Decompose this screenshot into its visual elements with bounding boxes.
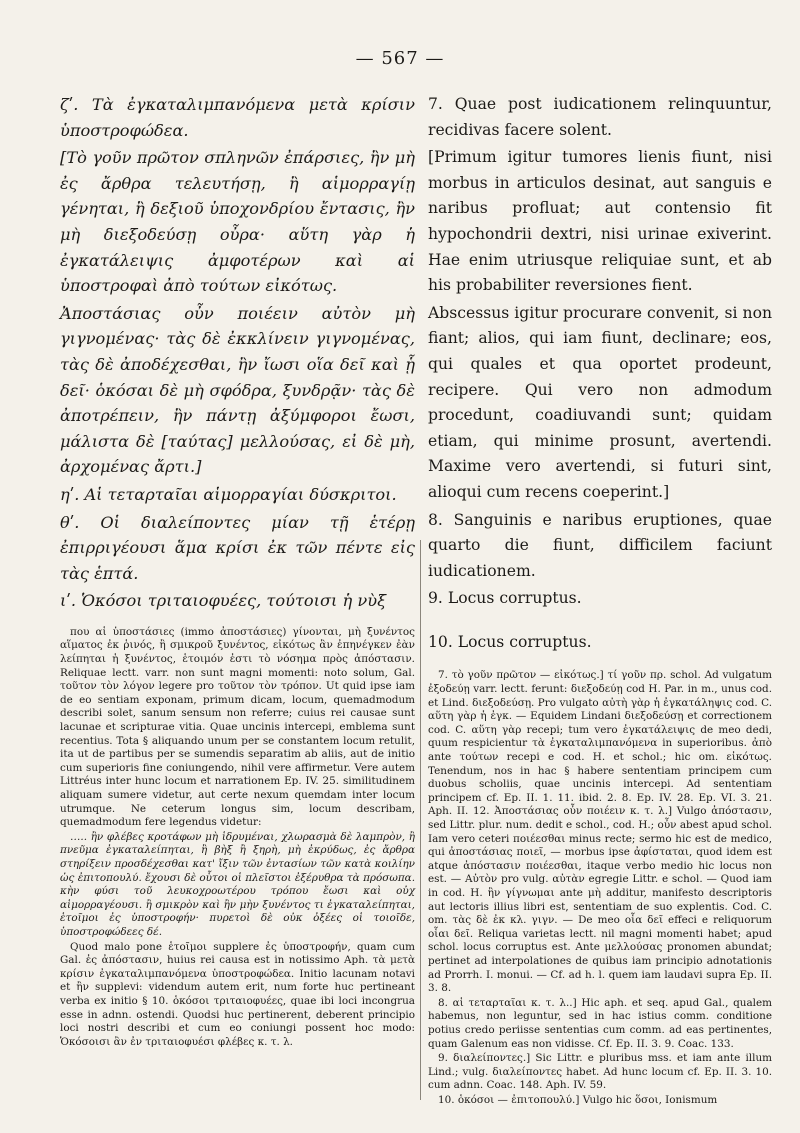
latin-aphorism-10: 10. Locus corruptus.: [428, 632, 592, 651]
left-footnotes: [60, 626, 415, 1049]
greek-aphorism-10: ιʹ. Ὁκόσοι τριταιοφυέες, τούτοισι ἡ νὺξ: [60, 591, 386, 611]
spacer: [428, 614, 772, 630]
footnote-7: 7. τὸ γοῦν πρῶτον — εἰκότως.] τί γοῦν πρ. schol. Ad vulgatum ἐξοδεύῃ varr. lectt. ferunt: διεξοδεύῃ cod H. Par. in m., unus cod. et Lind. διεξοδεύσῃ. Pro vulgato αὐτὴ γὰρ ἡ ἐγκατάληψις cod. C. αὕτη γὰρ ἡ ἐγκ. — Equidem Lindani διεξοδεύσῃ et correctionem cod. C. αὕτη γὰρ recepi; tum vero ἐγκατάλειψις de meo dedi, quum respicientur τὰ ἐγκαταλιμπανόμενα in superioribus. ἀπὸ ante τούτων recepi e cod. H. et schol.; hic om. εἰκότως. Tenendum, nos in hac § habere sententiam principem cum duobus scholiis, quae uncinis intercepi. Ad sententiam principem cf. Ep. II. 1. 11. ibid. 2. 8. Ep. IV. 28. Ep. VI. 3. 21. Aph. II. 12. Ἀποστάσιας οὖν ποιέειν κ. τ. λ.] Vulgo ἀπόστασιν, sed Littr. plur. num. dedit e schol., cod. H.; οὖν abest apud schol. Iam vero ceteri ποιέεσθαι minus recte; sermo hic est de medico, qui ἀποστάσιας ποιεῖ, — morbus ipse ἀφίσταται, quod idem est atque ἀπόστασιν ποιέεσθαι, itaque verbo medio hic locus non est. — Αὐτὸν pro vulg. αὐτὰν egregie Littr. e schol. — Quod iam in cod. H. ἢν γίγνωμαι ante μὴ additur, manifesto descriptoris aut lectoris illius libri est, sententiam de suo explentis. Cod. C. om. τὰς δὲ ἐκ κλ. γιγν. — De meo οἷα δεῖ effeci e reliquorum οἷαι δεῖ. Reliqua varietas lectt. nil magni momenti habet; apud schol. locus corruptus est. Ante μελλούσας pronomen abundat; pertinet ad interpolationes de quibus iam principio adnotationis ad Prorrh. I. monui. — Cf. ad h. l. quem iam laudavi supra Ep. II. 3. 8.: [428, 669, 772, 995]
footnote-paragraph: που αἱ ὑποστάσιες (immo ἀποστάσιες) γίνονται, μὴ ξυνέντος αἵματος ἐκ ῥινός, ἢ σμικροῦ ξυνέντος, εἰκότως ἂν ἐπηνέγκεν ἐὰν λείπηται ἡ ξυνέντος, ἑτοιμόν ἐστι τὸ νόσημα πρὸς ἀπόστασιν. Reliquae lectt. varr. non sunt magni momenti: noto solum, Gal. τοῦτον τὸν λόγον legere pro τοῦτον τὸν τρόπον. Ut quid ipse iam de eo sentiam exponam, primum dicam, locum, quemadmodum describi solet, sanum sensum non referre; cuius rei causae sunt lacunae et scripturae vitia. Quae uncinis intercepi, emblema sunt recentius. Tota § aliquando unum per se constantem locum retulit, ita ut de partibus per se sumendis separatim ab aliis, aut de initio cum superioris fine coniungendo, nihil vere affirmetur. Vere autem Littréus inter hunc locum et narrationem Ep. IV. 25. similitudinem aliquam sumere videtur, aut certe nexum quemdam inter locum utrumque. Ne ceterum longus sim, locum describam, quemadmodum fere legendus videtur:: [60, 625, 415, 829]
latin-text: [428, 92, 772, 655]
page-number: — 567 —: [355, 48, 445, 69]
greek-aphorism-8: ηʹ. Αἱ τεταρταῖαι αἱμορραγίαι δύσκριτοι.: [60, 484, 397, 504]
latin-aphorism-7: 7. Quae post iudicationem relinquuntur, recidivas facere solent.: [428, 95, 772, 139]
greek-column: [60, 92, 415, 1050]
greek-aphorism-9: θʹ. Οἱ διαλείποντες μίαν τῇ ἑτέρῃ ἐπιρριγέουσι ἅμα κρίσι ἐκ τῶν πέντε εἰς τὰς ἑπτά.: [60, 512, 415, 583]
latin-paragraph-1: [Primum igitur tumores lienis fiunt, nisi morbus in articulos desinat, aut sanguis e naribus profluat; aut contensio fit hypochondrii dextri, nisi urinae exiverint. Hae enim utriusque reliquiae sunt, et ab his probabiliter reversiones fient.: [428, 148, 772, 295]
footnote-8: 8. αἱ τεταρταῖαι κ. τ. λ..] Hic aph. et seq. apud Gal., qualem habemus, non leguntur, sed in hac istius comm. conditione potius credo periisse sententias cum comm. ad eas pertinentes, quam Galenum eas non vidisse. Cf. Ep. II. 3. 9. Coac. 133.: [428, 996, 772, 1050]
greek-aphorism-7: ζʹ. Τὰ ἐγκαταλιμπανόμενα μετὰ κρίσιν ὑποστροφώδεα.: [60, 95, 415, 140]
greek-paragraph-1: [Τὸ γοῦν πρῶτον σπληνῶν ἐπάρσιες, ἢν μὴ ἐς ἄρθρα τελευτήσῃ, ἢ αἱμορραγίῃ γένηται, ἢ δεξιοῦ ὑποχονδρίου ἔντασις, ἢν μὴ διεξοδεύσῃ οὖρα· αὕτη γὰρ ἡ ἐγκατάλειψις ἀμφοτέρων καὶ αἱ ὑποστροφαὶ ἀπὸ τούτων εἰκότως.: [60, 148, 415, 296]
latin-paragraph-2: Abscessus igitur procurare convenit, si non fiant; alios, qui iam fiunt, declinare; eos, qui quales et qua oportet prodeunt, recipere. Qui vero non admodum procedunt, coadiuvandi sunt; quidam etiam, qui minime prosunt, avertendi. Maxime vero avertendi, si futuri sint, alioqui cum recens coeperint.]: [428, 303, 772, 501]
latin-column: [428, 92, 772, 1108]
column-divider: [420, 540, 421, 1100]
footnote-greek-citation: ….. ἢν φλέβες κροτάφων μὴ ἱδρυμέναι, χλωρασμὰ δὲ λαμπρὸν, ἢ πνεῦμα ἐγκαταλείπηται, ἢ βὴξ ἢ ξηρὴ, μὴ ἐκρύδως, ἐς ἄρθρα στηρίξειν προσδέχεσθαι κατ' ἴξιν τῶν ἐντασίων τῶν κατὰ κοιλίην ὡς ἐπιτοπουλύ. ἔχουσι δὲ οὗτοι οἱ πλεῖστοι ἐξέρυθρα τὰ πρόσωπα. κὴν φύσι τοῦ λευκοχροωτέρου τρόπου ἔωσι καὶ οὐχ αἱμορραγέουσι. ἢ σμικρὸν καὶ ἢν μὴν ξυνέντος τι ἐγκαταλείπηται, ἑτοῖμοι ἐς ὑποστροφήν· πυρετοὶ δὲ οὐκ ὀξέες οἱ τοιοῖδε, ὑποστροφώδεες δέ.: [60, 830, 415, 938]
footnote-paragraph: Quod malo pone ἑτοῖμοι supplere ἐς ὑποστροφήν, quam cum Gal. ἐς ἀπόστασιν, huius rei causa est in notissimo Aph. τὰ μετὰ κρίσιν ἐγκαταλιμπανόμενα ὑποστροφώδεα. Initio lacunam notavi et ἢν supplevi: videndum autem erit, num forte huc pertineant verba ex initio § 10. ὁκόσοι τριταιοφυέες, quae ibi loci incongrua esse in adnn. ostendi. Quodsi huc pertinerent, deberent principio loci nostri describi et cum eo coniungi possent hoc modo: Ὁκόσοισι ἂν ἐν τριταιοφυέσι φλέβες κ. τ. λ.: [60, 940, 415, 1048]
latin-aphorism-9: 9. Locus corruptus.: [428, 589, 582, 608]
footnote-10: 10. ὁκόσοι — ἐπιτοπουλύ.] Vulgo hic ὅσοι, Ionismum: [438, 1093, 718, 1106]
footnote-9: 9. διαλείποντες.] Sic Littr. e pluribus mss. et iam ante illum Lind.; vulg. διαλείποντες habet. Ad hunc locum cf. Ep. II. 3. 10. cum adnn. Coac. 148. Aph. IV. 59.: [428, 1052, 772, 1092]
greek-text: [60, 92, 415, 614]
right-footnotes: [428, 669, 772, 1107]
latin-aphorism-8: 8. Sanguinis e naribus eruptiones, quae quarto die fiunt, difficilem faciunt iudicationem.: [428, 510, 772, 580]
greek-paragraph-2: Ἀποστάσιας οὖν ποιέειν αὐτὸν μὴ γιγνομένας· τὰς δὲ ἐκκλίνειν γιγνομένας, τὰς δὲ ἀποδέχεσθαι, ἢν ἴωσι οἵα δεῖ καὶ ᾗ δεῖ· ὁκόσαι δὲ μὴ σφόδρα, ξυνδρᾷν· τὰς δὲ ἀποτρέπειν, ἢν πάντῃ ἀξύμφοροι ἔωσι, μάλιστα δὲ [ταύτας] μελλούσας, εἰ δὲ μὴ, ἀρχομένας ἄρτι.]: [60, 303, 415, 477]
